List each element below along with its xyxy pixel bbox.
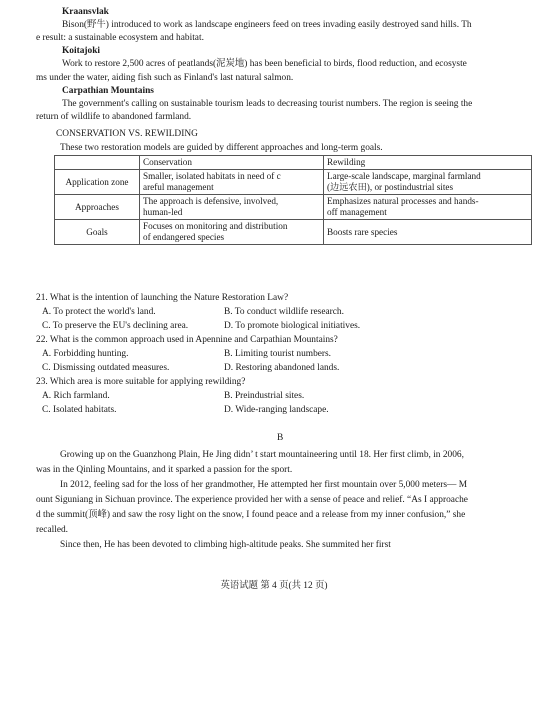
section-text: ms under the water, aiding fish such as Finland's last natural salmon.	[36, 73, 294, 83]
table-row	[55, 195, 532, 220]
section-text: Bison(野牛) introduced to work as landscape engineers feed on trees invading easily destroyed sand hills. Th	[62, 20, 472, 30]
option-a: A. Forbidding hunting.	[42, 349, 129, 359]
option-b: B. To conduct wildlife research.	[224, 307, 344, 317]
question-stem: 21. What is the intention of launching the Nature Restoration Law?	[36, 293, 289, 303]
table-cell	[140, 195, 324, 220]
option-a: A. Rich farmland.	[42, 391, 110, 401]
cell-line: Smaller, isolated habitats in need of c	[143, 171, 281, 181]
row-label: Goals	[55, 220, 140, 245]
section-text: The government's calling on sustainable tourism leads to decreasing tourist numbers. The region is seeing the	[62, 99, 473, 109]
cell-line: (边远农田), or postindustrial sites	[327, 182, 454, 192]
section-title-carpathian: Carpathian Mountains	[62, 86, 154, 96]
row-label: Application zone	[55, 170, 140, 195]
cell-line: Large-scale landscape, marginal farmland	[327, 171, 481, 181]
option-a: A. To protect the world's land.	[42, 307, 156, 317]
passage-line: Growing up on the Guanzhong Plain, He Jing didn’ t start mountaineering until 18. Her first climb, in 2006,	[60, 450, 464, 460]
option-b: B. Limiting tourist numbers.	[224, 349, 332, 359]
passage-line: recalled.	[36, 525, 69, 535]
section-text: Work to restore 2,500 acres of peatlands(泥炭地) has been beneficial to birds, flood reduction, and ecosyste	[62, 59, 467, 69]
passage-line: In 2012, feeling sad for the loss of her grandmother, He attempted her first mountain over 5,000 meters— M	[60, 480, 468, 490]
cell-line: human-led	[143, 207, 183, 217]
page-footer: 英语试题 第 4 页(共 12 页)	[220, 581, 328, 591]
option-c: C. Isolated habitats.	[42, 405, 117, 415]
table-cell	[140, 220, 324, 245]
row-label: Approaches	[55, 195, 140, 220]
cell-line: Emphasizes natural processes and hands-	[327, 196, 479, 206]
comparison-table	[54, 155, 532, 245]
cell-line: off management	[327, 207, 387, 217]
table-header-cell: Rewilding	[324, 156, 532, 170]
option-c: C. Dismissing outdated measures.	[42, 363, 170, 373]
table-header-cell: Conservation	[140, 156, 324, 170]
table-cell	[140, 170, 324, 195]
cell-line: areful management	[143, 182, 214, 192]
table-row	[55, 220, 532, 245]
section-title-kraansvlak: Kraansvlak	[62, 7, 109, 17]
passage-line: was in the Qinling Mountains, and it sparked a passion for the sport.	[36, 465, 293, 475]
section-text: e result: a sustainable ecosystem and habitat.	[36, 33, 204, 43]
option-b: B. Preindustrial sites.	[224, 391, 305, 401]
table-row	[55, 170, 532, 195]
section-title-koitajoki: Koitajoki	[62, 46, 101, 56]
table-header-row	[55, 156, 532, 170]
table-heading: CONSERVATION VS. REWILDING	[56, 129, 198, 139]
passage-line: ount Siguniang in Sichuan province. The experience provided her with a sense of peace and relief. “As I approache	[36, 495, 468, 505]
part-label: B	[277, 433, 284, 443]
passage-line: d the summit(顶峰) and saw the rosy light on the snow, I found peace and a release from my inner confusion,” she	[36, 510, 466, 520]
passage-line: Since then, He has been devoted to climbing high-altitude peaks. She summited her first	[60, 540, 391, 550]
option-d: D. To promote biological initiatives.	[224, 321, 361, 331]
table-header-cell	[55, 156, 140, 170]
table-cell	[324, 170, 532, 195]
cell-line: Focuses on monitoring and distribution	[143, 221, 288, 231]
question-stem: 23. Which area is more suitable for applying rewilding?	[36, 377, 246, 387]
table-intro: These two restoration models are guided by different approaches and long-term goals.	[60, 143, 383, 153]
option-c: C. To preserve the EU's declining area.	[42, 321, 189, 331]
table-cell	[324, 220, 532, 245]
cell-line: The approach is defensive, involved,	[143, 196, 279, 206]
cell-line: of endangered species	[143, 232, 225, 242]
table-cell	[324, 195, 532, 220]
section-text: return of wildlife to abandoned farmland.	[36, 112, 192, 122]
cell-line: Boosts rare species	[327, 226, 398, 237]
option-d: D. Wide-ranging landscape.	[224, 405, 329, 415]
option-d: D. Restoring abandoned lands.	[224, 363, 340, 373]
question-stem: 22. What is the common approach used in Apennine and Carpathian Mountains?	[36, 335, 338, 345]
